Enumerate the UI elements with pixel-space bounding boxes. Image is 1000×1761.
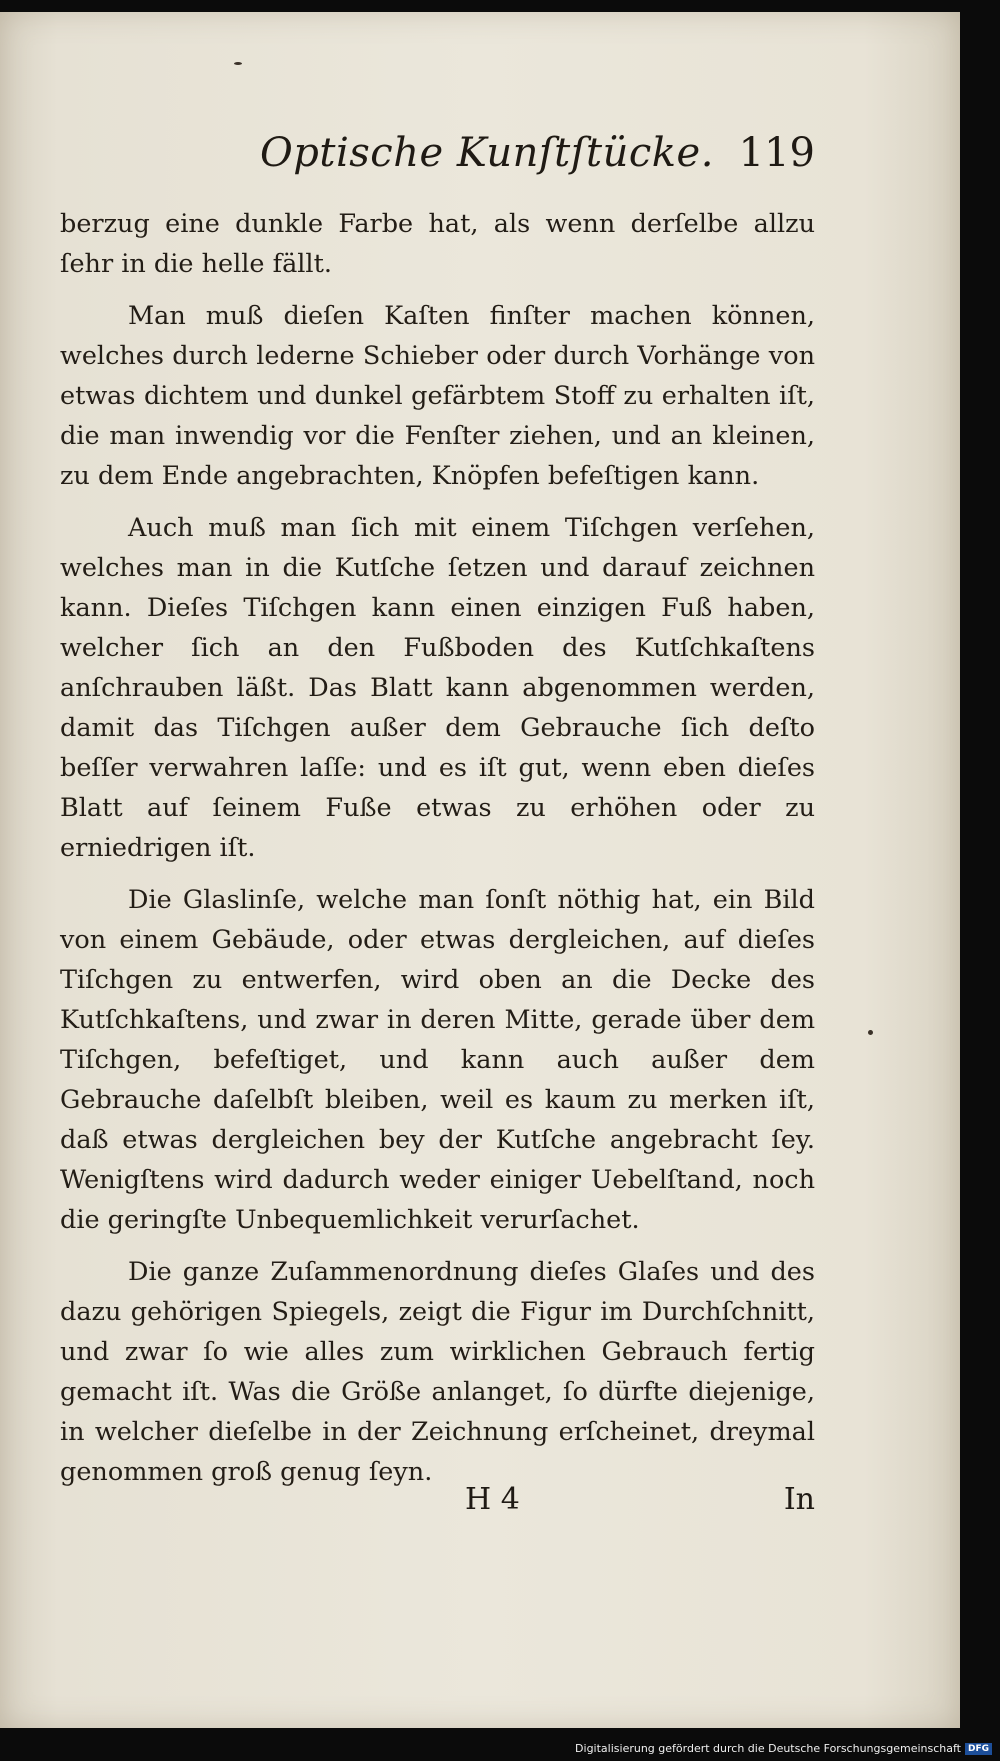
paragraph: Auch muß man ſich mit einem Tiſchgen verſehen, welches man in die Kutſche ſetzen und darauf zeichnen kann. Dieſes Tiſchgen kann einen einzigen Fuß haben, welcher ſich an den Fußboden des Kutſchkaſtens anſchrauben läßt. Das Blatt kann abgenommen werden, damit das Tiſchgen außer dem Gebrauche ſich deſto beſſer verwahren laſſe: und es iſt gut, wenn eben dieſes Blatt auf ſeinem Fuße etwas zu erhöhen oder zu erniedrigen iſt. bbox=[60, 513, 815, 863]
paragraph: berzug eine dunkle Farbe hat, als wenn derſelbe allzu ſehr in die helle fällt. bbox=[60, 209, 815, 279]
paragraph: Die Glaslinſe, welche man ſonſt nöthig hat, ein Bild von einem Gebäude, oder etwas dergleichen, auf dieſes Tiſchgen zu entwerfen, wird oben an die Decke des Kutſchkaſtens, und zwar in deren Mitte, gerade über dem Tiſchgen, befeſtiget, und kann auch außer dem Gebrauche daſelbſt bleiben, weil es kaum zu merken iſt, daß etwas dergleichen bey der Kutſche angebracht ſey. Wenigſtens wird dadurch weder einiger Uebelſtand, noch die geringſte Unbequemlichkeit verurſachet. bbox=[60, 885, 815, 1235]
paragraph: Die ganze Zuſammenordnung dieſes Glaſes und des dazu gehörigen Spiegels, zeigt die Figur im Durchſchnitt, und zwar ſo wie alles zum wirklichen Gebrauch fertig gemacht iſt. Was die Größe anlanget, ſo dürfte diejenige, in welcher dieſelbe in der Zeichnung erſcheinet, dreymal genommen groß genug ſeyn. bbox=[60, 1257, 815, 1487]
paragraph: Man muß dieſen Kaſten finſter machen können, welches durch lederne Schieber oder durch Vorhänge von etwas dichtem und dunkel gefärbtem Stoff zu erhalten iſt, die man inwendig vor die Fenſter ziehen, und an kleinen, zu dem Ende angebrachten, Knöpfen befeſtigen kann. bbox=[60, 301, 815, 491]
running-title: Optische Kunſtſtücke. bbox=[260, 130, 714, 176]
dfg-logo: DFG bbox=[965, 1743, 992, 1755]
signature-mark: H 4 bbox=[465, 1482, 520, 1517]
body-text bbox=[60, 204, 815, 1504]
digitization-credit bbox=[575, 1742, 992, 1755]
page-header bbox=[60, 130, 815, 190]
page-number: 119 bbox=[738, 130, 815, 176]
page-footer bbox=[60, 1482, 815, 1532]
book-page bbox=[0, 12, 960, 1728]
ink-speck bbox=[868, 1030, 873, 1035]
credit-text: Digitalisierung gefördert durch die Deutsche Forschungsgemeinschaft bbox=[575, 1742, 961, 1755]
ink-speck bbox=[234, 62, 242, 65]
catchword: In bbox=[783, 1482, 815, 1517]
